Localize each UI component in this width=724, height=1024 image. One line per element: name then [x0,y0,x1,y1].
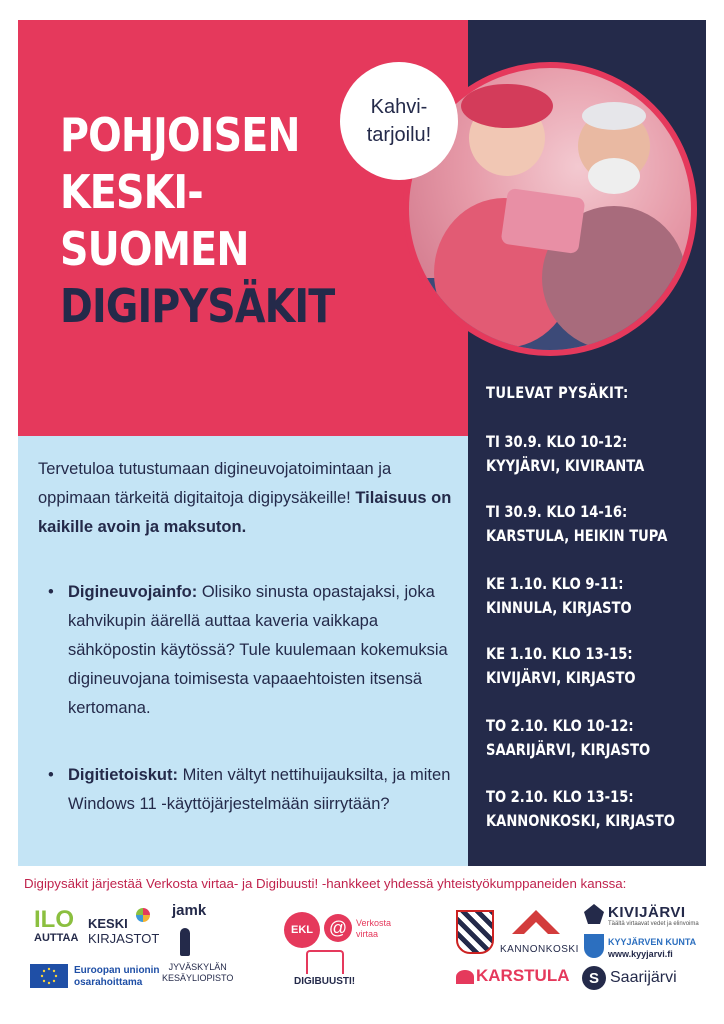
event-item [486,430,644,478]
bullet-label: Digitietoiskut: [68,766,178,784]
event-when: KE 1.10. KLO 13-15: [486,644,633,663]
kannonkoski-emblem-icon [508,906,564,936]
bullet-digineuvojainfo [48,578,458,723]
saarijarvi-logo: Saarijärvi [610,969,677,986]
keski-kirjastot-logo [88,916,159,946]
bubble-line-2: tarjoilu! [366,124,432,146]
eu-stars-icon [30,964,68,988]
ilo-auttaa-logo [34,908,78,944]
kyyjarvi-crest-icon [584,934,604,958]
kivijarvi-logo: KIVIJÄRVI [608,904,686,921]
kirjastot-text: KIRJASTOT [88,931,160,946]
event-where: KYYJÄRVI, KIVIRANTA [486,456,645,475]
kyyjarvi-text: KYYJÄRVEN KUNTA [608,937,697,947]
bullet-text: Olisiko sinusta opastajaksi, joka kahvikupin äärellä auttaa kaveria vaikkapa sähköpostin käytössä? Tule kuulemaan kokemuksia digineuvojana toimisesta vapaaehtoisten itsensä kertomana. [68,583,448,717]
rooster-icon [584,904,604,924]
digibuusti-logo: DIGIBUUSTI! [294,976,356,987]
event-where: KINNULA, KIRJASTO [486,598,632,617]
bullet-dot-icon: • [48,766,54,784]
event-item [486,572,632,620]
coffee-bubble [340,62,458,180]
jamk-logo: jamk [172,902,207,919]
intro-paragraph: Tervetuloa tutustumaan digineuvojatoimintaan ja oppimaan tärkeitä digitaitoja digipysäkeille! [38,460,392,507]
kirjastot-emblem-icon [136,908,150,922]
karstula-logo: KARSTULA [476,966,570,985]
auttaa-text: AUTTAA [34,932,79,944]
events-heading: TULEVAT PYSÄKIT: [486,383,629,402]
ekl-logo: EKL [284,912,320,948]
event-when: TO 2.10. KLO 10-12: [486,716,634,735]
event-where: KIVIJÄRVI, KIRJASTO [486,668,636,687]
title-line-1: POHJOISEN [60,108,300,162]
event-item [486,500,667,548]
event-when: TI 30.9. KLO 10-12: [486,432,628,451]
saarijarvi-s-icon: S [582,966,606,990]
kannonkoski-logo: KANNONKOSKI [500,944,579,955]
house-wifi-icon [306,950,344,974]
eu-text-2: osarahoittama [74,977,143,988]
bullet-dot-icon: • [48,583,54,601]
bubble-line-1: Kahvi- [370,96,428,118]
event-where: KANNONKOSKI, KIRJASTO [486,811,675,830]
verkosta-text: Verkosta [356,918,392,928]
eu-flag-icon [30,964,68,988]
eu-text-1: Euroopan unionin [74,965,160,976]
kesayliopisto-text: KESÄYLIOPISTO [162,973,234,983]
bullet-label: Digineuvojainfo: [68,583,198,601]
event-item [486,642,636,690]
karstula-emblem-icon [456,970,474,984]
bullet-text: Miten vältyt nettihuijauksilta, ja miten Windows 11 -käyttöjärjestelmään siirrytään? [68,766,451,813]
title-line-2: KESKI- [60,165,203,219]
torch-icon [180,928,190,956]
event-when: TO 2.10. KLO 13-15: [486,787,634,806]
organizers-text: Digipysäkit järjestää Verkosta virtaa- ja Digibuusti! -hankkeet yhdessä yhteistyökumppaneiden kanssa: [24,876,627,891]
event-item [486,785,675,833]
intro-text [38,455,458,542]
event-when: TI 30.9. KLO 14-16: [486,502,628,521]
title-line-3: SUOMEN [60,222,249,276]
bullet-digitietoiskut [48,761,458,819]
keski-text: KESKI [88,916,128,931]
at-sign-icon: @ [324,914,352,942]
jyvaskylan-text: JYVÄSKYLÄN [168,962,227,972]
virtaa-text: virtaa [356,929,379,939]
event-when: KE 1.10. KLO 9-11: [486,574,624,593]
intro-highlight: Tilaisuus on kaikille avoin ja maksuton. [38,489,452,536]
jyvaskylan-kesayliopisto-logo [162,962,233,984]
event-item [486,714,650,762]
kyyjarvi-logo [608,936,696,960]
event-where: KARSTULA, HEIKIN TUPA [486,526,668,545]
verkosta-virtaa-logo [356,918,391,940]
kivijarvi-slogan: Täältä virtaavat vedet ja elinvoima [608,921,699,927]
kyyjarvi-url: www.kyyjarvi.fi [608,949,673,959]
eu-funding-logo [74,965,160,989]
coat-of-arms-icon [456,910,494,954]
title-line-4: DIGIPYSÄKIT [60,279,335,333]
ilo-text: ILO [34,906,74,933]
event-where: SAARIJÄRVI, KIRJASTO [486,740,651,759]
